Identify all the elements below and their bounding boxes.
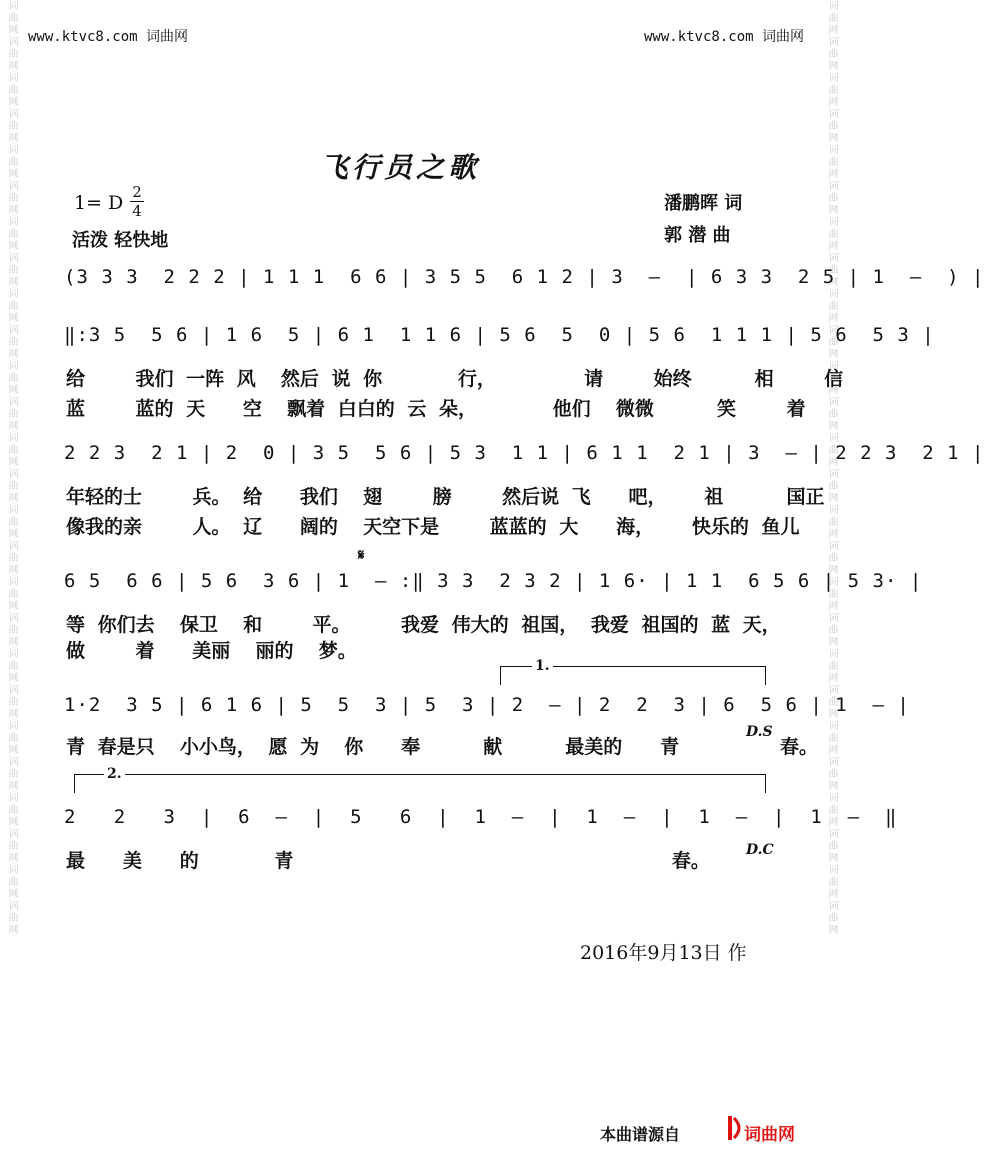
score-line-2: ‖:3 5 5 6 | 1 6 5 | 6 1 1 1 6 | 5 6 5 0 | 5 6 1 1 1 | 5 6 5 3 | [64, 324, 935, 346]
logo-text: 词曲网 [744, 1125, 795, 1145]
watermark-left: 词曲网词曲网词曲网词曲网词曲网词曲网词曲网词曲网词曲网词曲网词曲网词曲网词曲网词曲网词曲网词曲网词曲网词曲网词曲网词曲网词曲网词曲网词曲网词曲网词曲网词曲网 [6, 0, 17, 936]
composer-credit: 郭 潜 曲 [664, 225, 731, 246]
second-ending-bracket [74, 774, 766, 793]
second-ending-label: 2. [104, 766, 125, 782]
source-note: 本曲谱源自 [600, 1125, 681, 1144]
dc-marking: D.C [746, 842, 774, 858]
time-signature [130, 184, 144, 219]
segno-sign: 𝄋 [358, 546, 365, 564]
lyrics-verse1-line-a: 给 我们 一阵 风 然后 说 你 行， 请 始终 相 信 [66, 368, 844, 390]
lyrics-line-5: 青 春是只 小小鸟， 愿 为 你 奉 献 最美的 青 春。 [66, 736, 819, 758]
score-line-3: 2 2 3 2 1 | 2 0 | 3 5 5 6 | 5 3 1 1 | 6 1 1 2 1 | 3 — | 2 2 3 2 1 | [64, 442, 984, 464]
header-url-right: www.ktvc8.com 词曲网 [643, 29, 804, 45]
tempo-marking: 活泼 轻快地 [72, 230, 169, 251]
ds-marking: D.S [746, 724, 773, 740]
header-url-left: www.ktvc8.com 词曲网 [28, 29, 189, 45]
composition-date: 2016年9月13日 作 [580, 942, 747, 964]
credits [664, 188, 742, 252]
lyricist-credit: 潘鹏晖 词 [664, 193, 743, 214]
score-line-6: 2 2 3 | 6 — | 5 6 | 1 — | 1 — | 1 — | 1 — ‖ [64, 806, 898, 828]
score-line-5: 1·2 3 5 | 6 1 6 | 5 5 3 | 5 3 | 2 — | 2 2 3 | 6 5 6 | 1 — | [64, 694, 910, 716]
time-sig-top: 2 [132, 183, 142, 201]
key-signature: 1= D [74, 192, 124, 214]
site-logo[interactable] [726, 1112, 806, 1146]
lyrics-verse3-line-a: 等 你们去 保卫 和 平。 我爱 伟大的 祖国， 我爱 祖国的 蓝 天， [66, 614, 781, 636]
first-ending-label: 1. [532, 658, 553, 674]
score-line-1: (3 3 3 2 2 2 | 1 1 1 6 6 | 3 5 5 6 1 2 | 3 — | 6 3 3 2 5 | 1 — ) | [64, 266, 984, 288]
watermark-right: 词曲网词曲网词曲网词曲网词曲网词曲网词曲网词曲网词曲网词曲网词曲网词曲网词曲网词曲网词曲网词曲网词曲网词曲网词曲网词曲网词曲网词曲网词曲网词曲网词曲网词曲网 [826, 0, 837, 936]
lyrics-verse2-line-b: 像我的亲 人。 辽 阔的 天空下是 蓝蓝的 大 海， 快乐的 鱼儿 [66, 516, 800, 538]
song-title: 飞行员之歌 [319, 151, 480, 184]
lyrics-verse3-line-b: 做 着 美丽 丽的 梦。 [66, 640, 357, 662]
score-line-4: 6 5 6 6 | 5 6 3 6 | 1 — :‖ 3 3 2 3 2 | 1 6· | 1 1 6 5 6 | 5 3· | [64, 570, 923, 592]
logo-mark-icon [726, 1114, 746, 1144]
time-sig-bottom: 4 [132, 202, 142, 220]
lyrics-verse1-line-b: 蓝 蓝的 天 空 飘着 白白的 云 朵， 他们 微微 笑 着 [66, 398, 806, 420]
lyrics-verse2-line-a: 年轻的士 兵。 给 我们 翅 膀 然后说 飞 吧， 祖 国正 [66, 486, 825, 508]
lyrics-line-6: 最 美 的 青 春。 [66, 850, 710, 872]
